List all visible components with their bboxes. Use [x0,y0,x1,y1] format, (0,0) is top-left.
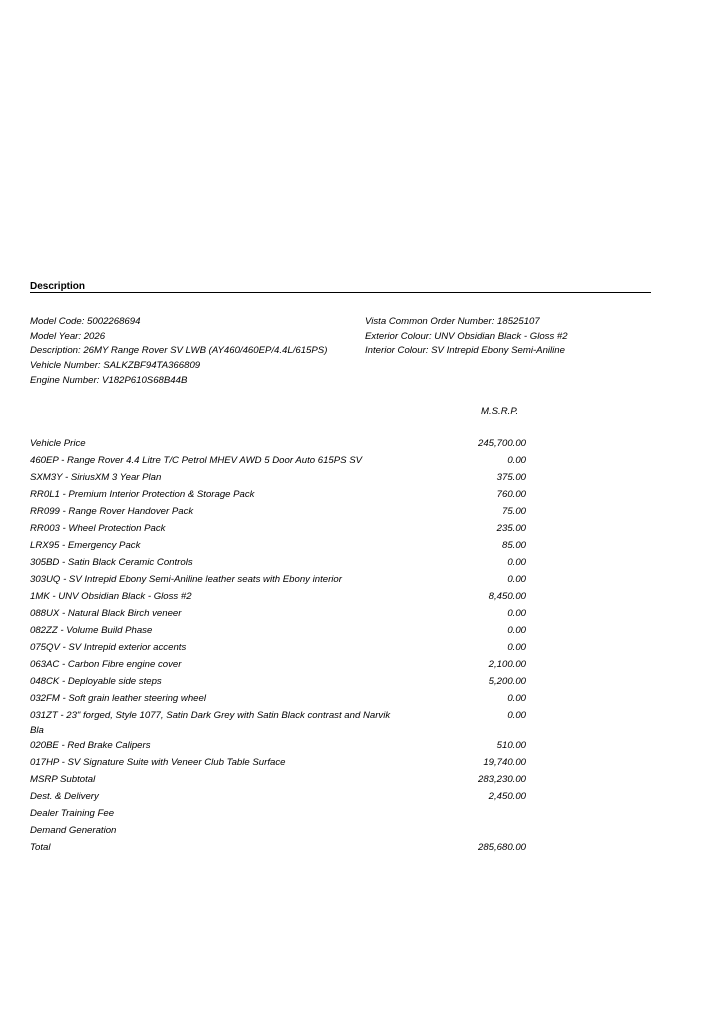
total-row [30,840,526,857]
model-code: Model Code: 5002268694 [30,316,141,327]
exterior-colour: Exterior Colour: UNV Obsidian Black - Gloss #2 [365,330,568,342]
delivery-row [30,789,526,806]
line-item-description: SXM3Y - SiriusXM 3 Year Plan [30,472,162,483]
line-item-description: 031ZT - 23" forged, Style 1077, Satin Dark Grey with Satin Black contrast and Narvik Bla [30,710,391,736]
line-item-description: LRX95 - Emergency Pack [30,540,141,551]
line-item-description: 088UX - Natural Black Birch veneer [30,608,182,619]
line-item-description: Total [30,842,51,853]
line-item-amount: 285,680.00 [477,842,526,853]
line-item-amount: 375.00 [496,472,526,483]
line-item-description: Demand Generation [30,825,117,836]
model-year: Model Year: 2026 [30,330,106,342]
line-item [30,674,526,691]
line-item-amount: 245,700.00 [477,438,526,449]
line-item-amount: 19,740.00 [483,757,526,768]
engine-number: Engine Number: V182P610S68B44B [30,374,188,386]
dealer-training-fee-row [30,806,526,823]
line-item [30,657,526,674]
line-item-amount: 235.00 [496,523,526,534]
msrp-column-header: M.S.R.P. [481,406,519,417]
line-item [30,708,526,738]
line-item [30,504,526,521]
line-item [30,572,526,589]
line-item [30,623,526,640]
line-item [30,436,526,453]
line-items-list [30,436,530,857]
line-item [30,470,526,487]
line-item-amount: 75.00 [501,506,526,517]
msrp-subtotal-row [30,772,526,789]
vehicle-number: Vehicle Number: SALKZBF94TA366809 [30,360,201,372]
line-item-description: 305BD - Satin Black Ceramic Controls [30,557,193,568]
line-item-amount: 5,200.00 [488,676,526,687]
line-item-description: 017HP - SV Signature Suite with Veneer Club Table Surface [30,757,286,768]
line-item-description: 082ZZ - Volume Build Phase [30,625,153,636]
line-item-description: 075QV - SV Intrepid exterior accents [30,642,187,653]
line-item-description: Dealer Training Fee [30,808,115,819]
line-item-amount: 2,450.00 [488,791,526,802]
section-title: Description [30,281,86,292]
line-item [30,521,526,538]
line-item [30,640,526,657]
line-item-amount: 283,230.00 [477,774,526,785]
line-item-amount: 0.00 [507,574,526,585]
interior-colour: Interior Colour: SV Intrepid Ebony Semi-Aniline [365,345,565,357]
section-divider [30,292,651,293]
line-item-description: Vehicle Price [30,438,86,449]
demand-generation-row [30,823,526,840]
line-item-amount: 0.00 [507,642,526,653]
line-item-amount: 2,100.00 [488,659,526,670]
line-item-description: 020BE - Red Brake Calipers [30,740,151,751]
vehicle-info-left [30,315,327,388]
line-item-description: RR0L1 - Premium Interior Protection & Storage Pack [30,489,255,500]
line-item-description: Dest. & Delivery [30,791,99,802]
line-item [30,589,526,606]
line-item-amount: 760.00 [496,489,526,500]
line-item [30,738,526,755]
line-item-amount: 0.00 [507,710,526,721]
line-item-amount: 8,450.00 [488,591,526,602]
line-item-description: 032FM - Soft grain leather steering wheel [30,693,206,704]
line-item-description: 460EP - Range Rover 4.4 Litre T/C Petrol MHEV AWD 5 Door Auto 615PS SV [30,455,363,466]
line-item-amount: 0.00 [507,608,526,619]
line-item [30,691,526,708]
order-number: Vista Common Order Number: 18525107 [365,316,540,327]
vehicle-description: Description: 26MY Range Rover SV LWB (AY460/460EP/4.4L/615PS) [30,345,328,357]
line-item-description: 048CK - Deployable side steps [30,676,162,687]
line-item-description: 1MK - UNV Obsidian Black - Gloss #2 [30,591,192,602]
line-item [30,606,526,623]
line-item [30,538,526,555]
line-item-amount: 0.00 [507,625,526,636]
vehicle-info-right [365,315,568,359]
line-item-amount: 510.00 [496,740,526,751]
line-item [30,487,526,504]
line-item-amount: 85.00 [501,540,526,551]
line-item-amount: 0.00 [507,693,526,704]
line-item-description: 303UQ - SV Intrepid Ebony Semi-Aniline leather seats with Ebony interior [30,574,342,585]
line-item [30,453,526,470]
line-item [30,755,526,772]
line-item [30,555,526,572]
line-item-description: RR099 - Range Rover Handover Pack [30,506,194,517]
line-item-description: 063AC - Carbon Fibre engine cover [30,659,182,670]
line-item-amount: 0.00 [507,557,526,568]
line-item-description: RR003 - Wheel Protection Pack [30,523,166,534]
line-item-amount: 0.00 [507,455,526,466]
line-item-description: MSRP Subtotal [30,774,96,785]
